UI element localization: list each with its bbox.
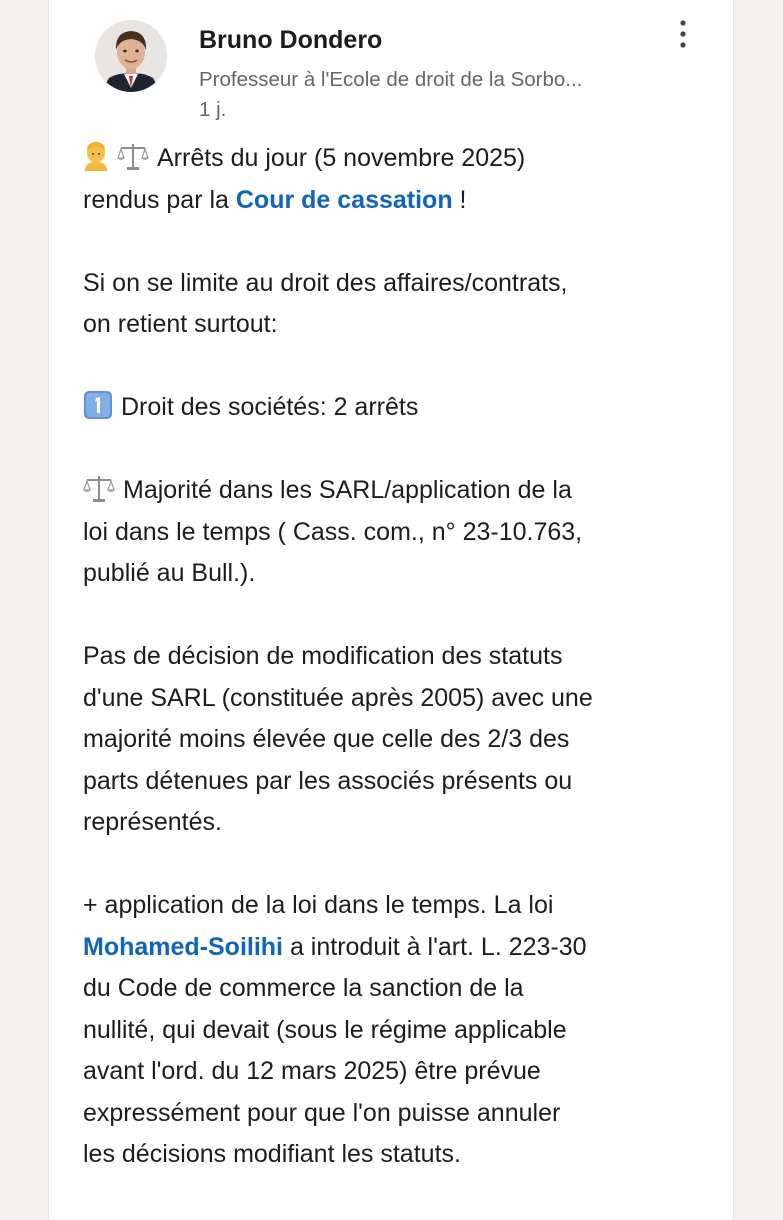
blank-line [83,844,723,886]
author-avatar[interactable] [95,20,167,92]
post-line [83,180,723,222]
post-line-text: parts détenues par les associés présents ou [83,766,573,795]
post-line-text: on retient surtout: [83,310,278,338]
post-line-text: Si on se limite au droit des affaires/contrats, [83,268,568,297]
post-line-text: loi dans le temps ( Cass. com., n° 23-10.763, [83,517,583,546]
post-line [83,636,723,678]
post-line [83,968,723,1010]
balance-scale-icon [117,141,149,185]
post-line-text: a introduit à l'art. L. 223-30 [283,932,587,961]
post-line-text: majorité moins élevée que celle des 2/3 des [83,725,570,753]
post-line-text: les décisions modifiant les statuts. [83,1140,461,1168]
avatar-photo-icon [95,20,167,92]
post-line [83,885,723,927]
post-line-text: nullité, qui devait (sous le régime applicable [83,1015,567,1044]
author-headline: Professeur à l'Ecole de droit de la Sorbo... [199,68,583,91]
post-line [83,263,723,305]
author-name[interactable]: Bruno Dondero [199,26,383,54]
post-line-text: rendus par la [83,185,236,214]
post-line [83,761,723,803]
post-line-text: + application de la loi dans le temps. La loi [83,891,554,919]
keycap-one-icon [83,390,113,434]
post-line-text: ! [452,185,467,214]
blank-line [83,221,723,263]
post-line-text: Droit des sociétés: 2 arrêts [121,393,419,421]
post-line [83,719,723,761]
post-line-text: avant l'ord. du 12 mars 2025) être prévue [83,1057,541,1085]
post-line [83,1051,723,1093]
post-card [48,0,734,1220]
balance-scale-icon [83,473,115,517]
post-line [83,678,723,720]
post-line-text: d'une SARL (constituée après 2005) avec une [83,683,593,712]
person-emoji-icon [83,141,109,185]
link-mohamed-soilihi[interactable]: Mohamed-Soilihi [83,932,283,961]
post-line-text: Pas de décision de modification des statuts [83,642,563,670]
blank-line [83,595,723,637]
post-line [83,1134,723,1176]
post-line [83,387,723,429]
post-line-text: Arrêts du jour (5 novembre 2025) [157,144,526,172]
post-line [83,304,723,346]
post-line [83,927,723,969]
post-text [83,138,723,1176]
post-line [83,1010,723,1052]
post-line [83,553,723,595]
post-line [83,138,723,180]
more-options-icon[interactable] [671,16,695,52]
post-line-text: du Code de commerce la sanction de la [83,974,524,1002]
post-line [83,512,723,554]
post-line-text: publié au Bull.). [83,559,256,587]
post-line-text: Majorité dans les SARL/application de la [123,476,572,504]
post-line [83,802,723,844]
blank-line [83,346,723,388]
post-timestamp: 1 j. [199,98,227,121]
post-line [83,1093,723,1135]
post-line-text: expressément pour que l'on puisse annuler [83,1098,561,1127]
post-line [83,470,723,512]
link-cour-de-cassation[interactable]: Cour de cassation [235,185,453,214]
post-line-text: représentés. [83,808,222,836]
blank-line [83,429,723,471]
